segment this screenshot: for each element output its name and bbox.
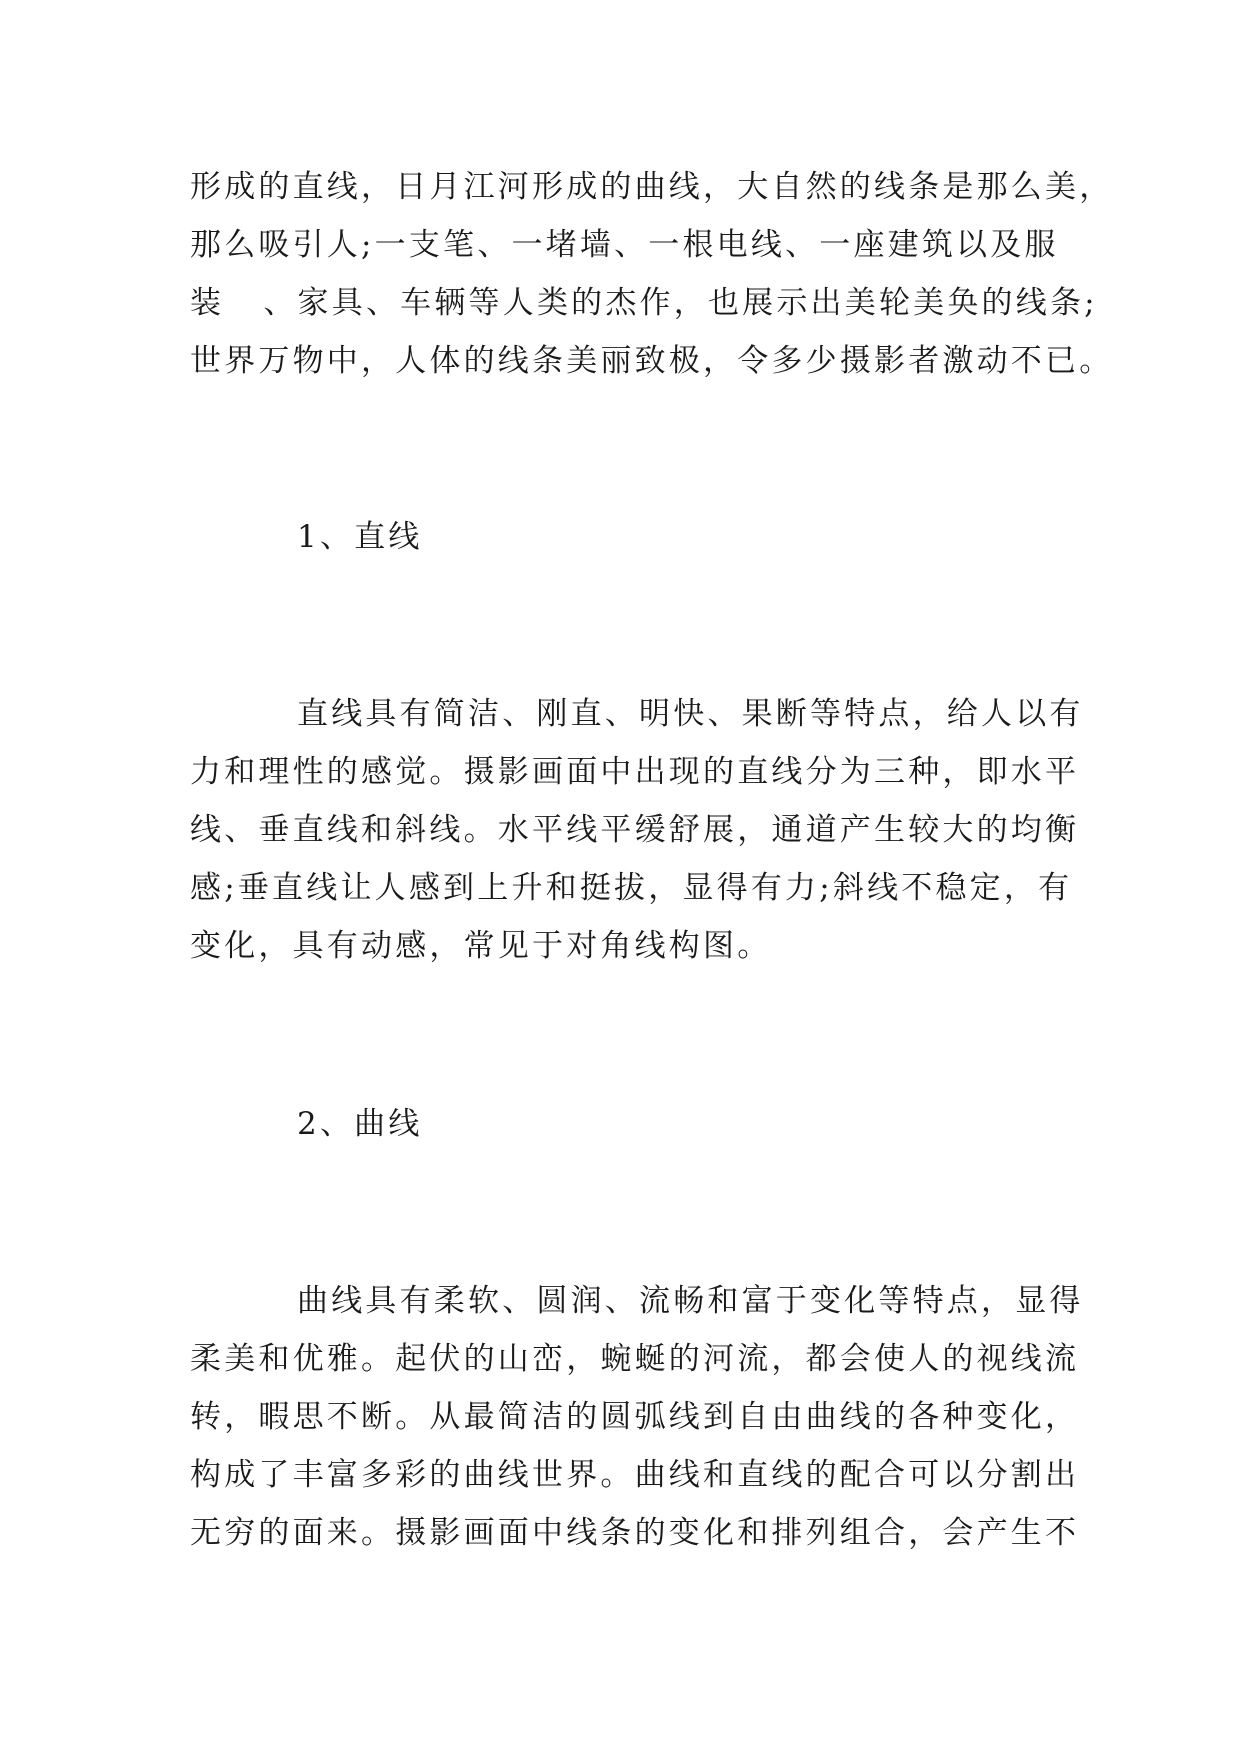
paragraph-straight-line	[190, 685, 1084, 975]
paragraph-line: 装 、家具、车辆等人类的杰作，也展示出美轮美奂的线条;	[190, 285, 1098, 321]
paragraph-intro	[190, 158, 1114, 390]
section-heading-straight-line: 1、直线	[297, 519, 423, 555]
section-heading-curve-line: 2、曲线	[297, 1106, 423, 1142]
paragraph-line: 转，暇思不断。从最简洁的圆弧线到自由曲线的各种变化，	[190, 1399, 1080, 1435]
paragraph-line: 力和理性的感觉。摄影画面中出现的直线分为三种，即水平	[190, 754, 1080, 790]
paragraph-line: 感;垂直线让人感到上升和挺拔，显得有力;斜线不稳定，有	[190, 870, 1073, 906]
paragraph-line: 世界万物中，人体的线条美丽致极，令多少摄影者激动不已。	[190, 343, 1114, 379]
paragraph-line: 曲线具有柔软、圆润、流畅和富于变化等特点，显得	[297, 1283, 1084, 1319]
paragraph-line: 直线具有简洁、刚直、明快、果断等特点，给人以有	[297, 696, 1084, 732]
paragraph-curve-line	[190, 1272, 1084, 1562]
paragraph-line: 柔美和优雅。起伏的山峦，蜿蜒的河流，都会使人的视线流	[190, 1341, 1080, 1377]
paragraph-line: 变化，具有动感，常见于对角线构图。	[190, 928, 772, 964]
paragraph-line: 形成的直线，日月江河形成的曲线，大自然的线条是那么美，	[190, 169, 1114, 205]
paragraph-line: 构成了丰富多彩的曲线世界。曲线和直线的配合可以分割出	[190, 1457, 1080, 1493]
paragraph-line: 那么吸引人;一支笔、一堵墙、一根电线、一座建筑以及服	[190, 227, 1059, 263]
paragraph-line: 无穷的面来。摄影画面中线条的变化和排列组合，会产生不	[190, 1515, 1080, 1551]
paragraph-line: 线、垂直线和斜线。水平线平缓舒展，通道产生较大的均衡	[190, 812, 1080, 848]
